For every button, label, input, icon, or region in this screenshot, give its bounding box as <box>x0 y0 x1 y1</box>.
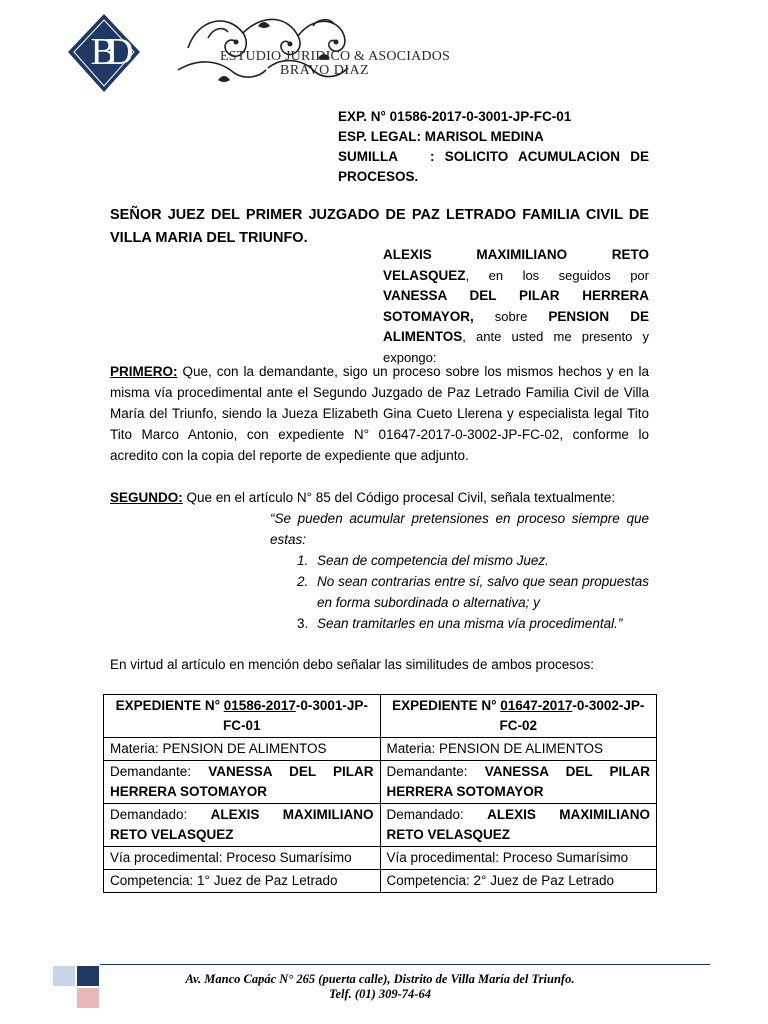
table-cell: Demandante: VANESSA DEL PILAR HERRERA SOTOMAYOR <box>104 761 381 804</box>
footer-square-light-blue <box>53 966 75 986</box>
case-header <box>338 107 649 187</box>
list-item <box>270 571 649 613</box>
intro-text-2: sobre <box>473 308 549 324</box>
footer-square-pink <box>77 988 99 1008</box>
table-cell: Materia: PENSION DE ALIMENTOS <box>104 738 381 761</box>
list-item-text: Sean de competencia del mismo Juez. <box>317 553 549 568</box>
sumilla-text: : SOLICITO ACUMULACION DE <box>430 149 649 164</box>
primero-text: Que, con la demandante, sigo un proceso sobre los mismos hechos y en la misma vía procedimental ante el Segundo Juzgado de Paz Letrado Familia Civil de Villa María del Triunfo, siendo la Jueza Elizabeth Gina Cueto Llerena y especialista legal Tito Tito Marco Antonio, con expediente N° 01647-2017-0-3002-JP-FC-02, conforme lo acredito con la copia del reporte de expediente que adjunto. <box>110 364 649 463</box>
table-cell: Vía procedimental: Proceso Sumarísimo <box>380 847 657 870</box>
addressee: SEÑOR JUEZ DEL PRIMER JUZGADO DE PAZ LETRADO FAMILIA CIVIL DE VILLA MARIA DEL TRIUNFO. <box>110 207 649 246</box>
primero-label: PRIMERO: <box>110 364 178 379</box>
table-row <box>104 761 657 804</box>
segundo-label: SEGUNDO: <box>110 490 183 505</box>
introduction <box>383 245 649 368</box>
list-item-text: Sean tramitarles en una misma vía procedimental.” <box>317 616 623 631</box>
paragraph-virtud: En virtud al artículo en mención debo señalar las similitudes de ambos procesos: <box>110 657 595 672</box>
footer-divider <box>100 964 710 965</box>
defendant-name: ALEXIS MAXIMILIANO RETO VELASQUEZ <box>383 247 649 283</box>
comparison-table <box>103 694 657 893</box>
case-number: EXP. N° 01586-2017-0-3001-JP-FC-01 <box>338 109 572 124</box>
logo-firm-name: ESTUDIO JURIDICO & ASOCIADOS <box>220 49 451 64</box>
logo-monogram: BD <box>90 31 124 73</box>
sumilla-row <box>338 147 649 167</box>
footer-contact <box>100 972 660 1002</box>
matter: PENSION DE ALIMENTOS <box>383 308 649 344</box>
plaintiff-name: VANESSA DEL PILAR HERRERA SOTOMAYOR, <box>383 288 649 324</box>
list-item <box>270 550 649 571</box>
table-row <box>104 870 657 893</box>
sumilla-label: SUMILLA <box>338 149 398 164</box>
table-cell: Vía procedimental: Proceso Sumarísimo <box>104 847 381 870</box>
logo-firm-surname: BRAVO DIAZ <box>280 63 370 78</box>
paragraph-segundo <box>110 487 649 508</box>
table-row <box>104 695 657 738</box>
footer-phone: Telf. (01) 309-74-64 <box>329 987 431 1001</box>
footer-square-navy <box>77 966 99 986</box>
list-item-number: 3. <box>297 616 309 631</box>
table-cell: Demandado: ALEXIS MAXIMILIANO RETO VELASQUEZ <box>380 804 657 847</box>
table-cell: Competencia: 1° Juez de Paz Letrado <box>104 870 381 893</box>
table-cell: Demandado: ALEXIS MAXIMILIANO RETO VELASQUEZ <box>104 804 381 847</box>
table-cell: Demandante: VANESSA DEL PILAR HERRERA SOTOMAYOR <box>380 761 657 804</box>
segundo-text: Que en el artículo N° 85 del Código procesal Civil, señala textualmente: <box>182 490 616 505</box>
quote-list <box>270 550 649 634</box>
paragraph-primero <box>110 361 649 466</box>
list-item-number: 1. <box>297 553 309 568</box>
table-cell: Materia: PENSION DE ALIMENTOS <box>380 738 657 761</box>
list-item-number: 2. <box>297 574 309 589</box>
table-header-cell: EXPEDIENTE N° 01647-2017-0-3002-JP-FC-02 <box>380 695 657 738</box>
table-header-cell: EXPEDIENTE N° 01586-2017-0-3001-JP-FC-01 <box>104 695 381 738</box>
table-row <box>104 847 657 870</box>
list-item-text: No sean contrarias entre sí, salvo que sean propuestas en forma subordinada o alternativa; y <box>317 574 649 610</box>
sumilla-continuation: PROCESOS. <box>338 169 419 184</box>
intro-text-3: , ante usted me presento y expongo: <box>383 329 649 365</box>
quote-intro: “Se pueden acumular pretensiones en proceso siempre que estas: <box>270 511 649 547</box>
footer-address: Av. Manco Capác N° 265 (puerta calle), Distrito de Villa María del Triunfo. <box>185 972 575 986</box>
intro-text-1: , en los seguidos por <box>465 267 649 283</box>
table-row <box>104 804 657 847</box>
firm-logo <box>68 8 451 108</box>
table-cell: Competencia: 2° Juez de Paz Letrado <box>380 870 657 893</box>
table-row <box>104 738 657 761</box>
legal-specialist: ESP. LEGAL: MARISOL MEDINA <box>338 129 544 144</box>
list-item <box>270 613 649 634</box>
